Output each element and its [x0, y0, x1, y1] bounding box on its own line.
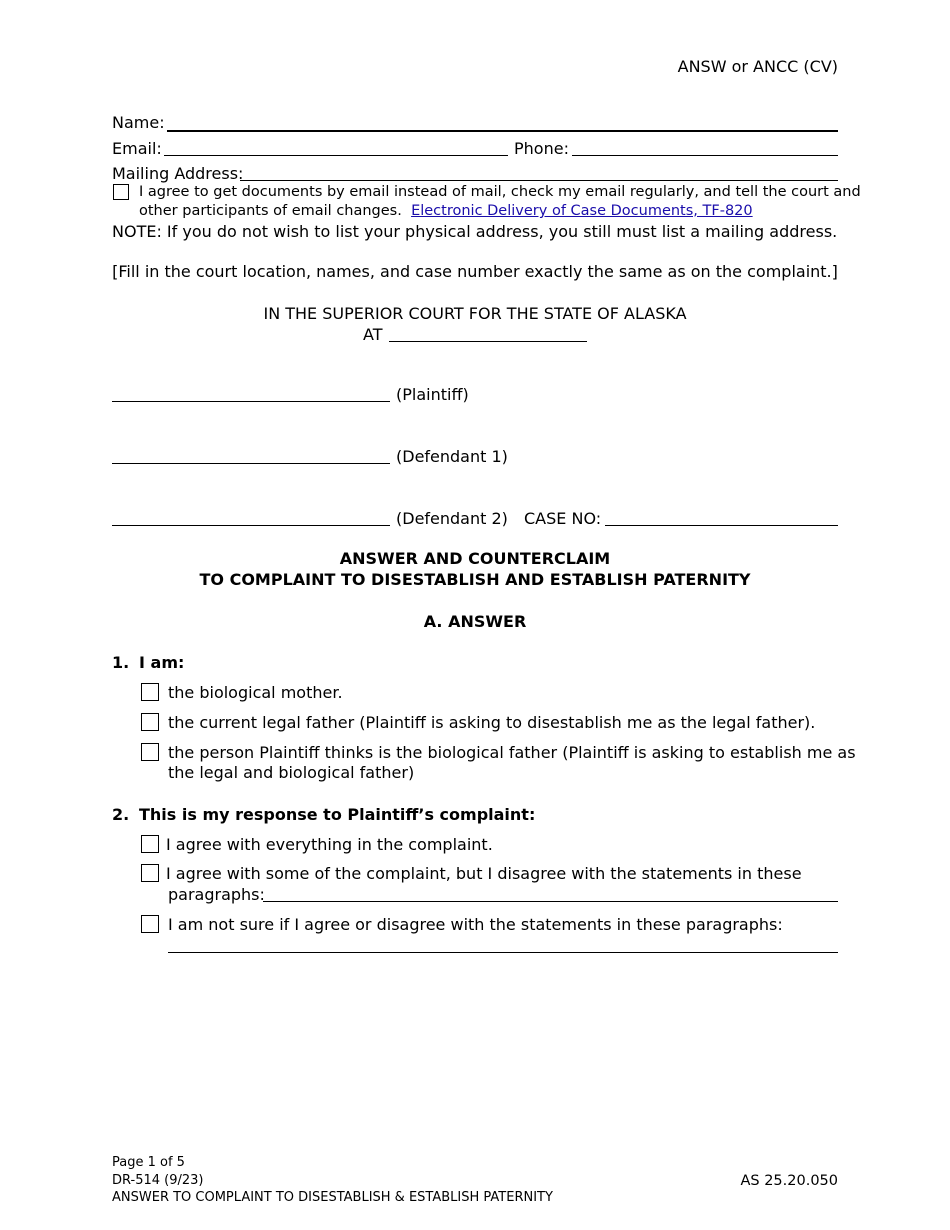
electronic-delivery-link[interactable]: Electronic Delivery of Case Documents, TF-820 — [411, 203, 753, 219]
address-note: NOTE: If you do not wish to list your physical address, you still must list a mailing address. — [112, 222, 838, 241]
court-location-field[interactable] — [389, 341, 587, 342]
q1-option-text: the person Plaintiff thinks is the biological father (Plaintiff is asking to establish me as — [168, 743, 856, 762]
q1-legal-father-checkbox[interactable] — [141, 713, 159, 731]
email-label: Email: — [112, 139, 162, 158]
name-field[interactable] — [167, 130, 838, 132]
q1-biological-father-checkbox[interactable] — [141, 743, 159, 761]
q1-biological-mother-checkbox[interactable] — [141, 683, 159, 701]
defendant2-name-field[interactable] — [112, 525, 390, 526]
q2-agree-some-checkbox[interactable] — [141, 864, 159, 882]
footer-form-title: ANSWER TO COMPLAINT TO DISESTABLISH & ESTABLISH PATERNITY — [112, 1190, 553, 1205]
disagree-paragraphs-field[interactable] — [263, 901, 838, 902]
email-field[interactable] — [164, 155, 508, 156]
case-number-field[interactable] — [605, 525, 838, 526]
q2-agree-all-checkbox[interactable] — [141, 835, 159, 853]
defendant1-name-field[interactable] — [112, 463, 390, 464]
fill-instruction: [Fill in the court location, names, and case number exactly the same as on the complaint.] — [112, 262, 838, 281]
document-title-line1: ANSWER AND COUNTERCLAIM — [339, 549, 611, 568]
name-label: Name: — [112, 113, 165, 132]
phone-label: Phone: — [514, 139, 569, 158]
section-a-heading: A. ANSWER — [423, 612, 527, 631]
email-consent-text-line2: other participants of email changes. — [139, 203, 402, 219]
mailing-address-field[interactable] — [240, 180, 838, 181]
q2-option-text: I am not sure if I agree or disagree with the statements in these paragraphs: — [168, 915, 783, 934]
form-id: DR-514 (9/23) — [112, 1173, 204, 1188]
email-consent-checkbox[interactable] — [113, 184, 129, 200]
q2-option-text: paragraphs: — [168, 885, 265, 904]
q2-number: 2. — [112, 805, 130, 824]
email-consent-text: I agree to get documents by email instead of mail, check my email regularly, and tell the court and — [139, 184, 861, 200]
plaintiff-label: (Plaintiff) — [396, 385, 469, 404]
phone-field[interactable] — [572, 155, 838, 156]
q1-option-text: the current legal father (Plaintiff is asking to disestablish me as the legal father). — [168, 713, 816, 732]
q1-label: I am: — [139, 653, 185, 672]
defendant2-label: (Defendant 2) — [396, 509, 508, 528]
plaintiff-name-field[interactable] — [112, 401, 390, 402]
defendant1-label: (Defendant 1) — [396, 447, 508, 466]
not-sure-paragraphs-field[interactable] — [168, 952, 838, 953]
statute-reference: AS 25.20.050 — [740, 1173, 838, 1189]
q2-option-text: I agree with some of the complaint, but I disagree with the statements in these — [166, 864, 802, 883]
email-consent-text-2 — [139, 203, 753, 219]
q1-option-text: the biological mother. — [168, 683, 343, 702]
form-code: ANSW or ANCC (CV) — [677, 57, 838, 76]
page-number: Page 1 of 5 — [112, 1155, 185, 1170]
court-at-label: AT — [363, 325, 383, 344]
q2-label: This is my response to Plaintiff’s complaint: — [139, 805, 536, 824]
q2-not-sure-checkbox[interactable] — [141, 915, 159, 933]
q1-option-text: the legal and biological father) — [168, 763, 415, 782]
mailing-address-label: Mailing Address: — [112, 164, 244, 183]
case-number-label: CASE NO: — [524, 509, 602, 528]
q2-option-text: I agree with everything in the complaint. — [166, 835, 493, 854]
document-title-line2: TO COMPLAINT TO DISESTABLISH AND ESTABLISH PATERNITY — [199, 570, 751, 589]
court-title: IN THE SUPERIOR COURT FOR THE STATE OF ALASKA — [263, 304, 687, 323]
q1-number: 1. — [112, 653, 130, 672]
